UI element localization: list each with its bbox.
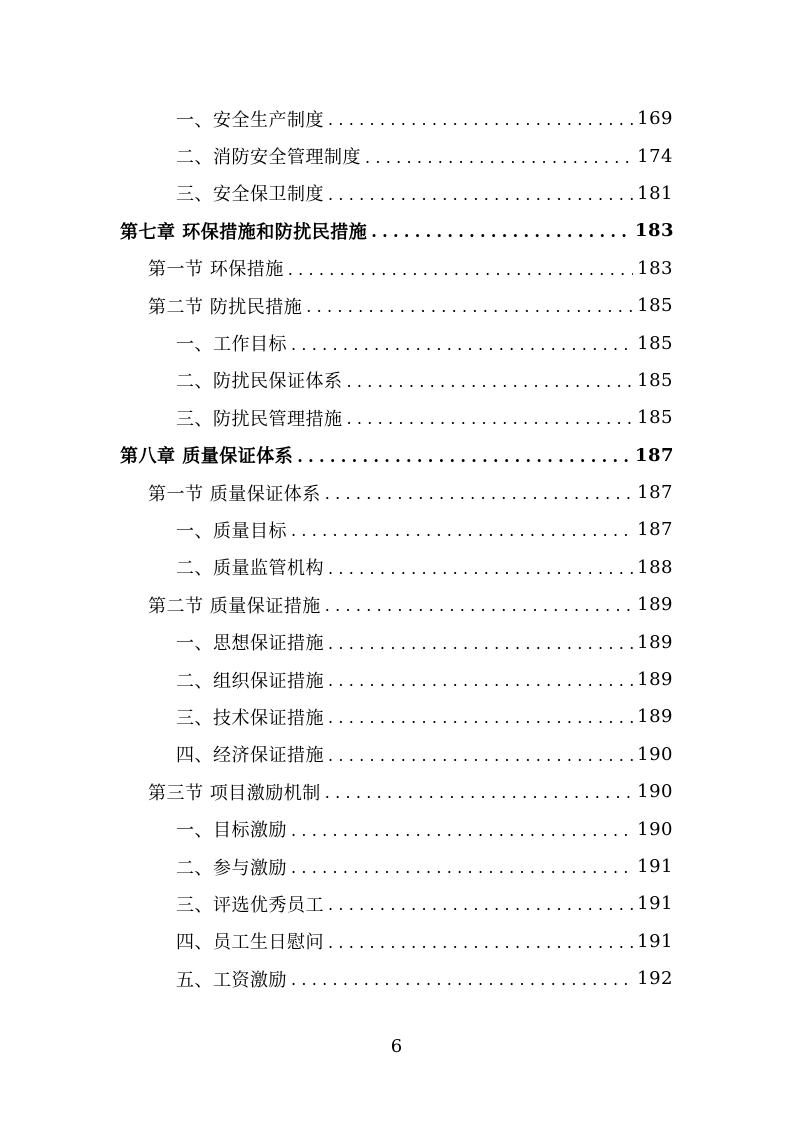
toc-entry-item[interactable] <box>0 100 793 137</box>
toc-entry-page-number: 191 <box>637 893 673 915</box>
dot-leader <box>291 970 633 989</box>
dot-leader <box>328 671 633 690</box>
toc-entry-title: 第三节 项目激励机制 <box>148 782 321 804</box>
dot-leader <box>288 260 633 279</box>
dot-leader <box>371 222 633 241</box>
toc-entry-page-number: 174 <box>637 145 673 167</box>
toc-entry-page-number: 189 <box>637 706 673 728</box>
dot-leader <box>291 821 633 840</box>
toc-entry-page-number: 190 <box>637 818 673 840</box>
toc-entry-section[interactable] <box>0 773 793 810</box>
toc-entry-title: 五、工资激励 <box>176 969 287 991</box>
toc-entry-title: 第八章 质量保证体系 <box>120 446 294 468</box>
dot-leader <box>328 708 633 727</box>
toc-entry-title: 四、员工生日慰问 <box>176 932 324 954</box>
toc-entry-page-number: 191 <box>637 930 673 952</box>
dot-leader <box>328 559 633 578</box>
toc-entry-title: 二、防扰民保证体系 <box>176 371 343 393</box>
toc-entry-item[interactable] <box>0 549 793 586</box>
toc-entry-section[interactable] <box>0 250 793 287</box>
toc-entry-title: 三、技术保证措施 <box>176 707 324 729</box>
toc-entry-item[interactable] <box>0 810 793 847</box>
toc-entry-item[interactable] <box>0 885 793 922</box>
dot-leader <box>297 447 633 466</box>
toc-entry-page-number: 187 <box>637 482 673 504</box>
dot-leader <box>291 335 633 354</box>
toc-entry-item[interactable] <box>0 960 793 997</box>
toc-entry-page-number: 183 <box>637 257 673 279</box>
toc-entry-title: 一、工作目标 <box>176 334 287 356</box>
dot-leader <box>328 933 633 952</box>
toc-entry-page-number: 190 <box>637 743 673 765</box>
toc-entry-title: 第二节 质量保证措施 <box>148 595 321 617</box>
dot-leader <box>328 895 633 914</box>
toc-entry-title: 二、消防安全管理制度 <box>176 147 361 169</box>
toc-entry-item[interactable] <box>0 324 793 361</box>
toc-entry-item[interactable] <box>0 399 793 436</box>
dot-leader <box>328 746 633 765</box>
toc-entry-page-number: 190 <box>637 781 673 803</box>
toc-entry-section[interactable] <box>0 474 793 511</box>
toc-entry-item[interactable] <box>0 698 793 735</box>
toc-entry-page-number: 181 <box>637 182 673 204</box>
toc-entry-page-number: 189 <box>637 669 673 691</box>
toc-entry-page-number: 189 <box>637 594 673 616</box>
dot-leader <box>325 596 633 615</box>
dot-leader <box>365 148 633 167</box>
table-of-contents <box>0 100 793 997</box>
toc-entry-title: 二、参与激励 <box>176 857 287 879</box>
toc-entry-title: 三、防扰民管理措施 <box>176 408 343 430</box>
toc-entry-item[interactable] <box>0 736 793 773</box>
toc-entry-page-number: 185 <box>637 332 673 354</box>
toc-entry-page-number: 192 <box>637 968 673 990</box>
toc-entry-item[interactable] <box>0 923 793 960</box>
toc-entry-title: 二、质量监管机构 <box>176 558 324 580</box>
dot-leader <box>325 783 633 802</box>
toc-entry-page-number: 185 <box>637 369 673 391</box>
dot-leader <box>347 409 634 428</box>
toc-entry-page-number: 169 <box>637 108 673 130</box>
toc-entry-page-number: 188 <box>637 556 673 578</box>
toc-entry-page-number: 191 <box>637 856 673 877</box>
toc-entry-item[interactable] <box>0 137 793 174</box>
toc-entry-title: 三、安全保卫制度 <box>176 184 324 206</box>
dot-leader <box>347 372 634 391</box>
dot-leader <box>325 484 633 503</box>
toc-entry-title: 三、评选优秀员工 <box>176 894 324 916</box>
toc-entry-title: 第一节 环保措施 <box>148 259 284 281</box>
toc-entry-title: 二、组织保证措施 <box>176 670 324 692</box>
toc-entry-page-number: 187 <box>635 444 675 466</box>
dot-leader <box>328 634 633 653</box>
toc-entry-title: 四、经济保证措施 <box>176 745 324 767</box>
toc-entry-page-number: 185 <box>637 295 673 317</box>
toc-entry-item[interactable] <box>0 623 793 660</box>
toc-entry-title: 第七章 环保措施和防扰民措施 <box>120 221 368 243</box>
toc-entry-page-number: 185 <box>637 407 673 429</box>
dot-leader <box>328 110 633 129</box>
toc-entry-title: 第二节 防扰民措施 <box>148 296 303 318</box>
toc-entry-chapter[interactable] <box>0 212 793 249</box>
toc-entry-title: 一、安全生产制度 <box>176 109 324 131</box>
toc-entry-item[interactable] <box>0 848 793 885</box>
toc-entry-item[interactable] <box>0 175 793 212</box>
toc-entry-title: 一、思想保证措施 <box>176 633 324 655</box>
toc-entry-page-number: 189 <box>637 631 673 653</box>
toc-entry-chapter[interactable] <box>0 437 793 474</box>
toc-entry-item[interactable] <box>0 511 793 548</box>
toc-entry-title: 第一节 质量保证体系 <box>148 483 321 505</box>
toc-entry-title: 一、质量目标 <box>176 520 287 542</box>
toc-entry-section[interactable] <box>0 287 793 324</box>
page-number: 6 <box>390 1036 403 1057</box>
dot-leader <box>328 185 633 204</box>
toc-entry-page-number: 187 <box>637 519 673 541</box>
toc-entry-item[interactable] <box>0 362 793 399</box>
toc-entry-page-number: 183 <box>635 220 675 242</box>
dot-leader <box>291 858 633 877</box>
toc-entry-item[interactable] <box>0 661 793 698</box>
toc-entry-title: 一、目标激励 <box>176 820 287 842</box>
toc-entry-section[interactable] <box>0 586 793 623</box>
dot-leader <box>291 521 633 540</box>
dot-leader <box>306 297 633 316</box>
